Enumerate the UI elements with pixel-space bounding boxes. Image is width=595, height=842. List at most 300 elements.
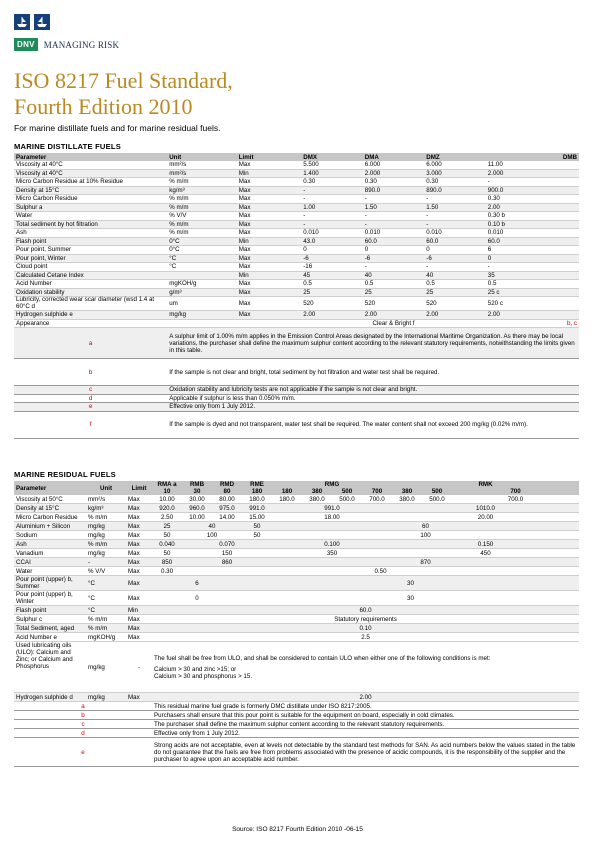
table-row [14,531,579,540]
note-row [14,702,579,711]
table-row [14,237,579,246]
parameter-cell: Hydrogen sulphide d [14,693,86,702]
table-row [14,615,579,624]
value-cell: 0.5 [424,280,486,289]
limit-cell: Max [237,203,301,212]
value-cell: 30 [242,576,579,591]
note-row [14,359,579,386]
note-key: d [14,729,152,738]
note-text: If the sample is not clear and bright, total sediment by hot filtration and water test shall be required. [167,359,579,386]
limit-cell: Max [237,220,301,229]
viscosity-grade-header: 30 [182,488,212,495]
viscosity-grade-header: 10 [152,488,182,495]
table-row [14,522,579,531]
value-cell: 380.0 [302,495,332,504]
grade-header: RMB [182,481,212,488]
unit-cell: % V/V [167,212,237,221]
viscosity-grade-header: 500 [422,488,452,495]
limit-cell: Max [126,549,152,558]
limit-cell: Max [126,495,152,504]
limit-cell: Max [237,280,301,289]
parameter-cell: Used lubricating oils (ULO): Calcium and Zinc; or Calcium and Phosphorus [14,642,86,693]
value-cell: b, c [486,319,579,328]
note-key: e [14,738,152,767]
parameter-cell: Total sediment by hot filtration [14,220,167,229]
parameter-cell: Micro Carbon Residue at 10% Residue [14,178,167,187]
column-header: DMA [363,153,425,161]
value-cell: - [363,212,425,221]
parameter-cell: Lubricity, corrected wear scar diameter (wsd 1.4 at 60°C d [14,297,167,311]
parameter-cell: Flash point [14,606,86,615]
value-cell: 0.30 [363,178,425,187]
value-cell: 60.0 [363,237,425,246]
value-cell: - [424,212,486,221]
unit-cell: °C [86,606,126,615]
value-cell: 2.00 [486,311,579,320]
limit-cell: Max [237,186,301,195]
value-cell: 25 [363,288,425,297]
ulo-text [152,642,579,693]
value-cell: 25 [152,522,182,531]
grade-header: RMG [272,481,392,488]
value-cell: 520 [301,297,363,311]
value-cell: 0.30 [424,178,486,187]
value-cell: 520 [424,297,486,311]
value-cell: 50 [152,531,182,540]
table-row [14,297,579,311]
viscosity-grade-header: 180 [242,488,272,495]
unit-cell: mgKOH/g [167,280,237,289]
table-row [14,693,579,702]
limit-cell: Max [237,212,301,221]
unit-cell: % m/m [86,624,126,633]
table-row [14,212,579,221]
value-cell: 0 [152,591,242,606]
value-cell: 2.00 [301,311,363,320]
table-row [14,229,579,238]
note-key: c [14,720,152,729]
table-row [14,549,579,558]
unit-cell: % m/m [167,229,237,238]
value-cell: 2.00 [363,311,425,320]
parameter-cell: CCAI [14,558,86,567]
unit-cell [167,271,237,280]
column-header: Parameter [14,153,167,161]
value-cell: 50 [242,522,272,531]
limit-cell: Min [237,237,301,246]
value-cell: 0 [301,246,363,255]
limit-cell: - [126,642,152,693]
unit-cell: - [86,558,126,567]
unit-cell: °C [167,263,237,272]
value-cell: 0.150 [392,540,579,549]
value-cell: - [486,178,579,187]
value-cell: 0.010 [301,229,363,238]
value-cell: 975.0 [212,504,242,513]
residual-header-row [14,481,579,488]
note-text: This residual marine fuel grade is formerly DMC distillate under ISO 8217:2005. [152,702,579,711]
note-row [14,711,579,720]
ship-icon [34,14,50,30]
parameter-cell: Oxidation stability [14,288,167,297]
unit-cell: mg/kg [86,693,126,702]
parameter-cell: Total Sediment, aged [14,624,86,633]
table-row [14,178,579,187]
parameter-cell: Sodium [14,531,86,540]
limit-cell: Max [237,246,301,255]
value-cell: - [301,212,363,221]
residual-section-title: MARINE RESIDUAL FUELS [14,470,116,479]
value-cell: 0.50 [182,567,579,576]
unit-cell: 0°C [167,237,237,246]
limit-cell: Max [126,693,152,702]
value-cell: 700.0 [362,495,392,504]
limit-cell: Max [126,633,152,642]
unit-cell: mgKOH/g [86,633,126,642]
unit-cell: % m/m [167,178,237,187]
value-cell: 20.00 [392,513,579,522]
source-note: Source: ISO 8217 Fourth Edition 2010 -06-15 [232,826,363,833]
value-cell: 6 [486,246,579,255]
limit-cell: Max [126,576,152,591]
value-cell: 25 [301,288,363,297]
value-cell: -6 [363,254,425,263]
dnv-logo: DNV [14,38,38,51]
unit-cell: g/m³ [167,288,237,297]
value-cell: 1.50 [424,203,486,212]
value-cell: 0.5 [486,280,579,289]
parameter-cell: Hydrogen sulphide e [14,311,167,320]
value-cell: 0.30 [486,195,579,204]
column-header: Unit [167,153,237,161]
limit-cell: Max [126,513,152,522]
limit-cell: Max [237,229,301,238]
ship-icon [14,14,30,30]
value-cell: 45 [301,271,363,280]
unit-cell: % m/m [167,195,237,204]
parameter-cell: Water [14,212,167,221]
limit-cell: Max [126,624,152,633]
parameter-cell: Acid Number e [14,633,86,642]
note-row [14,394,579,403]
table-row [14,540,579,549]
table-row [14,513,579,522]
value-cell: 60.0 [424,237,486,246]
value-cell: 991.0 [272,504,392,513]
parameter-cell: Micro Carbon Residue [14,195,167,204]
value-cell: 520 c [486,297,579,311]
limit-cell: Max [126,567,152,576]
parameter-cell: Viscosity at 40°C [14,161,167,169]
distillate-section-title: MARINE DISTILLATE FUELS [14,142,121,151]
note-row [14,738,579,767]
limit-cell: Max [237,288,301,297]
viscosity-grade-header: 380 [392,488,422,495]
note-key: e [14,403,167,412]
parameter-cell: Pour point (upper) b, Summer [14,576,86,591]
value-cell: 35 [486,271,579,280]
value-cell: 40 [363,271,425,280]
table-row [14,169,579,178]
table-row [14,624,579,633]
value-cell: 0.010 [424,229,486,238]
column-header: DMB [486,153,579,161]
limit-cell: Max [237,178,301,187]
table-row [14,220,579,229]
value-cell: 180.0 [272,495,302,504]
unit-cell: um [167,297,237,311]
value-cell: 2.000 [486,169,579,178]
note-text: Purchasers shall ensure that this pour point is suitable for the equipment on board, especially in cold climates. [152,711,579,720]
grade-header: RMD [212,481,242,488]
table-row [14,271,579,280]
limit-cell: Max [126,504,152,513]
unit-cell: % m/m [86,615,126,624]
value-cell: 5.500 [301,161,363,169]
value-cell: 100 [272,531,579,540]
column-header: DMX [301,153,363,161]
parameter-cell: Micro Carbon Residue [14,513,86,522]
value-cell: 50 [152,549,182,558]
grade-header: RMA a [152,481,182,488]
value-cell: 0.5 [363,280,425,289]
value-cell: 0.010 [486,229,579,238]
unit-cell: mm²/s [167,169,237,178]
value-cell: 991.0 [242,504,272,513]
table-row [14,319,579,328]
limit-cell: Max [126,558,152,567]
value-cell: 450 [392,549,579,558]
value-cell: 0.100 [272,540,392,549]
parameter-cell: Appearance [14,319,167,328]
value-cell: - [363,263,425,272]
note-key: c [14,386,167,395]
value-cell: 25 c [486,288,579,297]
unit-cell: kg/m³ [86,504,126,513]
value-cell: 0.040 [152,540,182,549]
note-text: Effective only from 1 July 2012. [167,403,579,412]
limit-cell: Min [126,606,152,615]
unit-cell: % m/m [167,220,237,229]
parameter-cell: Viscosity at 40°C [14,169,167,178]
value-cell: 0 [363,246,425,255]
residual-table [14,481,579,767]
value-cell: 10.00 [152,495,182,504]
value-cell: 0 [424,246,486,255]
unit-cell: mg/kg [86,531,126,540]
note-text: Oxidation stability and lubricity tests are not applicable if the sample is not clear and bright. [167,386,579,395]
value-cell: 870 [272,558,579,567]
value-cell: 60.0 [486,237,579,246]
viscosity-grade-header: 500 [332,488,362,495]
table-row [14,558,579,567]
value-cell: 890.0 [363,186,425,195]
value-cell: 30.00 [182,495,212,504]
value-cell: 0.10 [152,624,579,633]
note-row [14,328,579,359]
value-cell: 1.400 [301,169,363,178]
parameter-cell: Density at 15°C [14,186,167,195]
ulo-condition: Calcium > 30 and phosphorus > 15. [154,672,253,680]
value-cell: 500.0 [422,495,452,504]
unit-cell: mm²/s [167,161,237,169]
note-text: The purchaser shall define the maximum sulphur content according to the relevant statutory requirements. [152,720,579,729]
table-row [14,576,579,591]
value-cell: 1010.0 [392,504,579,513]
value-cell: 860 [182,558,272,567]
value-cell: 25 [424,288,486,297]
parameter-cell: Cloud point [14,263,167,272]
value-cell: -6 [301,254,363,263]
column-header: DMZ [424,153,486,161]
unit-cell: °C [86,576,126,591]
unit-cell: mm²/s [86,495,126,504]
unit-cell: % m/m [86,540,126,549]
parameter-cell: Vanadium [14,549,86,558]
note-key: b [14,359,167,386]
unit-cell: % V/V [86,567,126,576]
value-cell: 0 [486,254,579,263]
table-row [14,567,579,576]
value-cell: 10.00 [182,513,212,522]
grade-header: RME [242,481,272,488]
column-header: Limit [237,153,301,161]
parameter-cell: Ash [14,540,86,549]
grade-header: RMK [392,481,579,488]
limit-cell: Min [237,169,301,178]
parameter-cell: Density at 15°C [14,504,86,513]
unit-cell: 0°C [167,246,237,255]
value-cell: 520 [363,297,425,311]
value-cell: 890.0 [424,186,486,195]
value-cell: 6.000 [424,161,486,169]
value-cell: - [363,195,425,204]
value-cell: 0.5 [301,280,363,289]
value-cell: Statutory requirements [152,615,579,624]
column-header: Limit [126,481,152,495]
limit-cell: Max [126,540,152,549]
value-cell: 60.0 [152,606,579,615]
viscosity-grade-header: 80 [212,488,242,495]
value-cell: 180.0 [242,495,272,504]
table-row [14,254,579,263]
value-cell: - [301,220,363,229]
value-cell: 900.0 [486,186,579,195]
parameter-cell: Pour point, Summer [14,246,167,255]
value-cell: 2.50 [152,513,182,522]
value-cell: - [424,195,486,204]
table-row [14,203,579,212]
table-row [14,504,579,513]
value-cell: -16 [301,263,363,272]
value-cell: - [301,195,363,204]
value-cell: 960.0 [182,504,212,513]
parameter-cell: Acid Number [14,280,167,289]
value-cell: - [363,220,425,229]
value-cell: -6 [424,254,486,263]
unit-cell: mg/kg [167,311,237,320]
parameter-cell: Sulphur a [14,203,167,212]
table-row [14,591,579,606]
distillate-body [14,161,579,438]
value-cell: 0.010 [363,229,425,238]
note-row [14,411,579,438]
limit-cell: Max [237,254,301,263]
page-title [14,68,233,120]
note-text: Strong acids are not acceptable, even at levels not detectable by the standard test methods for SAN. As acid numbers below the values stated in the table do not guarantee that the fuels are free from problems associated with the presence of acidic compounds, it is the responsibility of the supplier and the purchaser to agree upon an acceptable acid number. [152,738,579,767]
viscosity-grade-header: 380 [302,488,332,495]
value-cell: 1.00 [301,203,363,212]
unit-cell: °C [167,254,237,263]
note-key: a [14,328,167,359]
limit-cell: Max [237,263,301,272]
value-cell: 30 [242,591,579,606]
table-row [14,495,579,504]
value-cell: 0.10 b [486,220,579,229]
unit-cell: mg/kg [86,522,126,531]
distillate-table [14,153,579,439]
value-cell: 80.00 [212,495,242,504]
value-cell: - [424,220,486,229]
note-row [14,729,579,738]
value-cell: 14.00 [212,513,242,522]
value-cell: 2.00 [486,203,579,212]
table-row [14,606,579,615]
value-cell: 700.0 [452,495,579,504]
title-line-1: ISO 8217 Fuel Standard, [14,68,233,93]
value-cell: 0.30 [301,178,363,187]
value-cell: 43.0 [301,237,363,246]
limit-cell: Max [126,615,152,624]
value-cell: 18.00 [272,513,392,522]
parameter-cell: Flash point [14,237,167,246]
value-cell: 150 [182,549,272,558]
note-key: f [14,411,167,438]
limit-cell: Max [237,195,301,204]
unit-cell: % m/m [167,203,237,212]
table-row [14,263,579,272]
unit-cell: % m/m [86,513,126,522]
value-cell: 0.30 [152,567,182,576]
ulo-condition: Calcium > 30 and zinc >15; or [154,665,237,673]
value-cell: 850 [152,558,182,567]
value-cell: 380.0 [392,495,422,504]
viscosity-grade-header: 700 [452,488,579,495]
value-cell: 1.50 [363,203,425,212]
table-row [14,633,579,642]
limit-cell [237,319,301,328]
limit-cell: Max [126,531,152,540]
limit-cell: Min [237,271,301,280]
limit-cell: Max [126,591,152,606]
value-cell: 2.5 [152,633,579,642]
subtitle: For marine distillate fuels and for marine residual fuels. [14,123,221,133]
value-cell: 100 [182,531,242,540]
parameter-cell: Aluminium + Silicon [14,522,86,531]
value-cell: 6.000 [363,161,425,169]
value-cell: 2.00 [424,311,486,320]
parameter-cell: Sulphur c [14,615,86,624]
value-cell: 920.0 [152,504,182,513]
value-cell: 40 [424,271,486,280]
viscosity-grade-header: 700 [362,488,392,495]
value-cell: 40 [182,522,242,531]
note-key: a [14,702,152,711]
note-row [14,386,579,395]
note-key: b [14,711,152,720]
table-row [14,161,579,169]
viscosity-grade-header: 180 [272,488,302,495]
